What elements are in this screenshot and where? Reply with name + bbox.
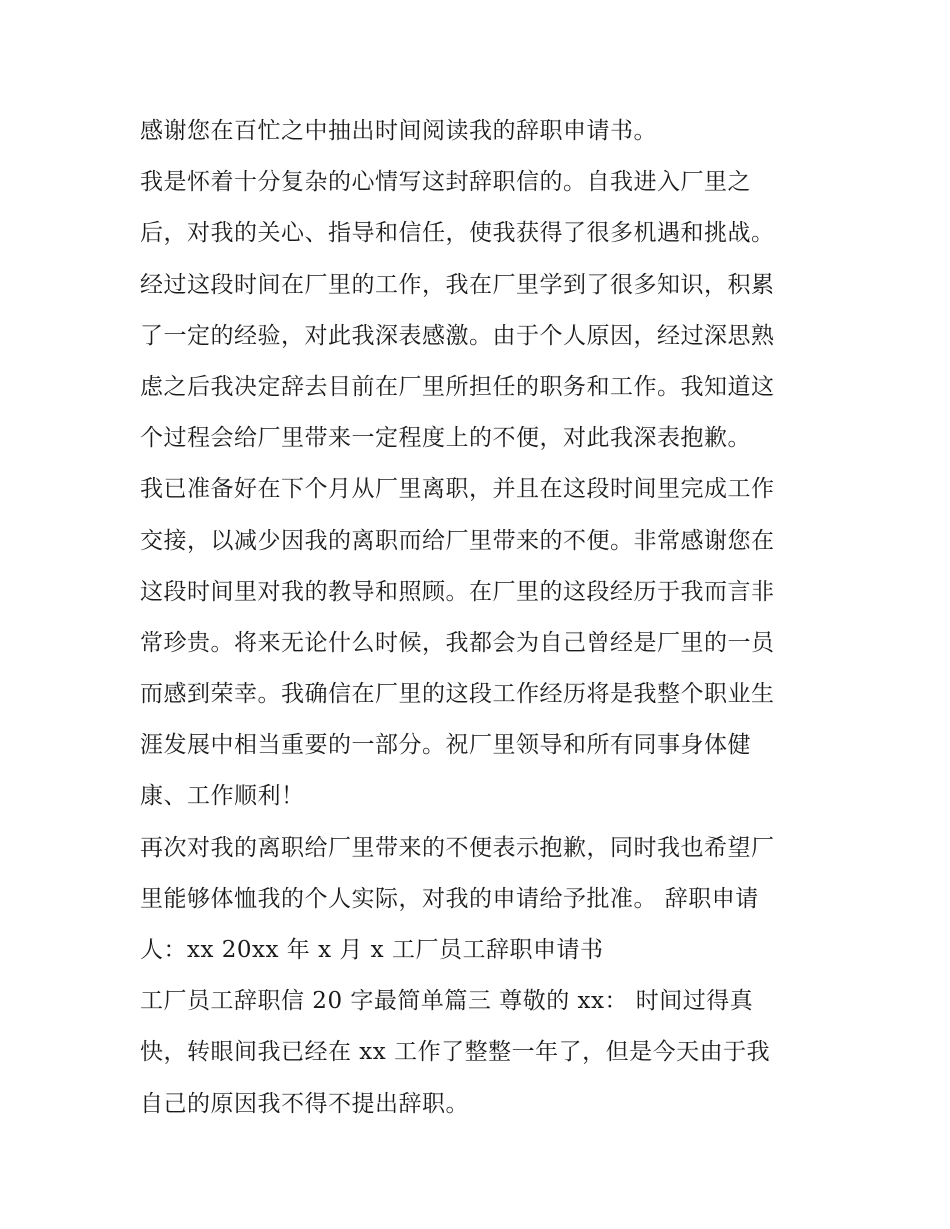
text-line: 而感到荣幸。我确信在厂里的这段工作经历将是我整个职业生 [140,681,775,708]
text-line: 虑之后我决定辞去目前在厂里所担任的职务和工作。我知道这 [140,373,775,400]
text-line: 康、工作顺利！ [140,783,305,810]
text-line: 再次对我的离职给厂里带来的不便表示抱歉，同时我也希望厂 [140,834,775,861]
text-line: 工厂员工辞职信 20 字最简单篇三 尊敬的 xx： 时间过得真 [140,988,754,1015]
text-line: 了一定的经验，对此我深表感激。由于个人原因，经过深思熟 [140,322,775,349]
text-line: 经过这段时间在厂里的工作，我在厂里学到了很多知识，积累 [140,271,775,298]
text-line: 我是怀着十分复杂的心情写这封辞职信的。自我进入厂里之 [140,169,751,196]
text-line: 快，转眼间我已经在 xx 工作了整整一年了，但是今天由于我 [140,1039,771,1066]
text-line: 自己的原因我不得不提出辞职。 [140,1090,469,1117]
text-line: 常珍贵。将来无论什么时候，我都会为自己曾经是厂里的一员 [140,629,775,656]
text-line: 里能够体恤我的个人实际，对我的申请给予批准。 辞职申请 [140,885,759,912]
text-line: 个过程会给厂里带来一定程度上的不便，对此我深表抱歉。 [140,425,751,452]
text-line: 人：xx 20xx 年 x 月 x 工厂员工辞职申请书 [140,937,604,963]
text-line: 涯发展中相当重要的一部分。祝厂里领导和所有同事身体健 [140,732,751,759]
text-line: 这段时间里对我的教导和照顾。在厂里的这段经历于我而言非 [140,578,775,605]
text-line: 感谢您在百忙之中抽出时间阅读我的辞职申请书。 [140,118,657,144]
text-line: 交接，以减少因我的离职而给厂里带来的不便。非常感谢您在 [140,527,775,554]
text-line: 后，对我的关心、指导和信任，使我获得了很多机遇和挑战。 [140,220,775,247]
text-line: 我已准备好在下个月从厂里离职，并且在这段时间里完成工作 [140,476,775,503]
letter-body [140,106,830,1130]
